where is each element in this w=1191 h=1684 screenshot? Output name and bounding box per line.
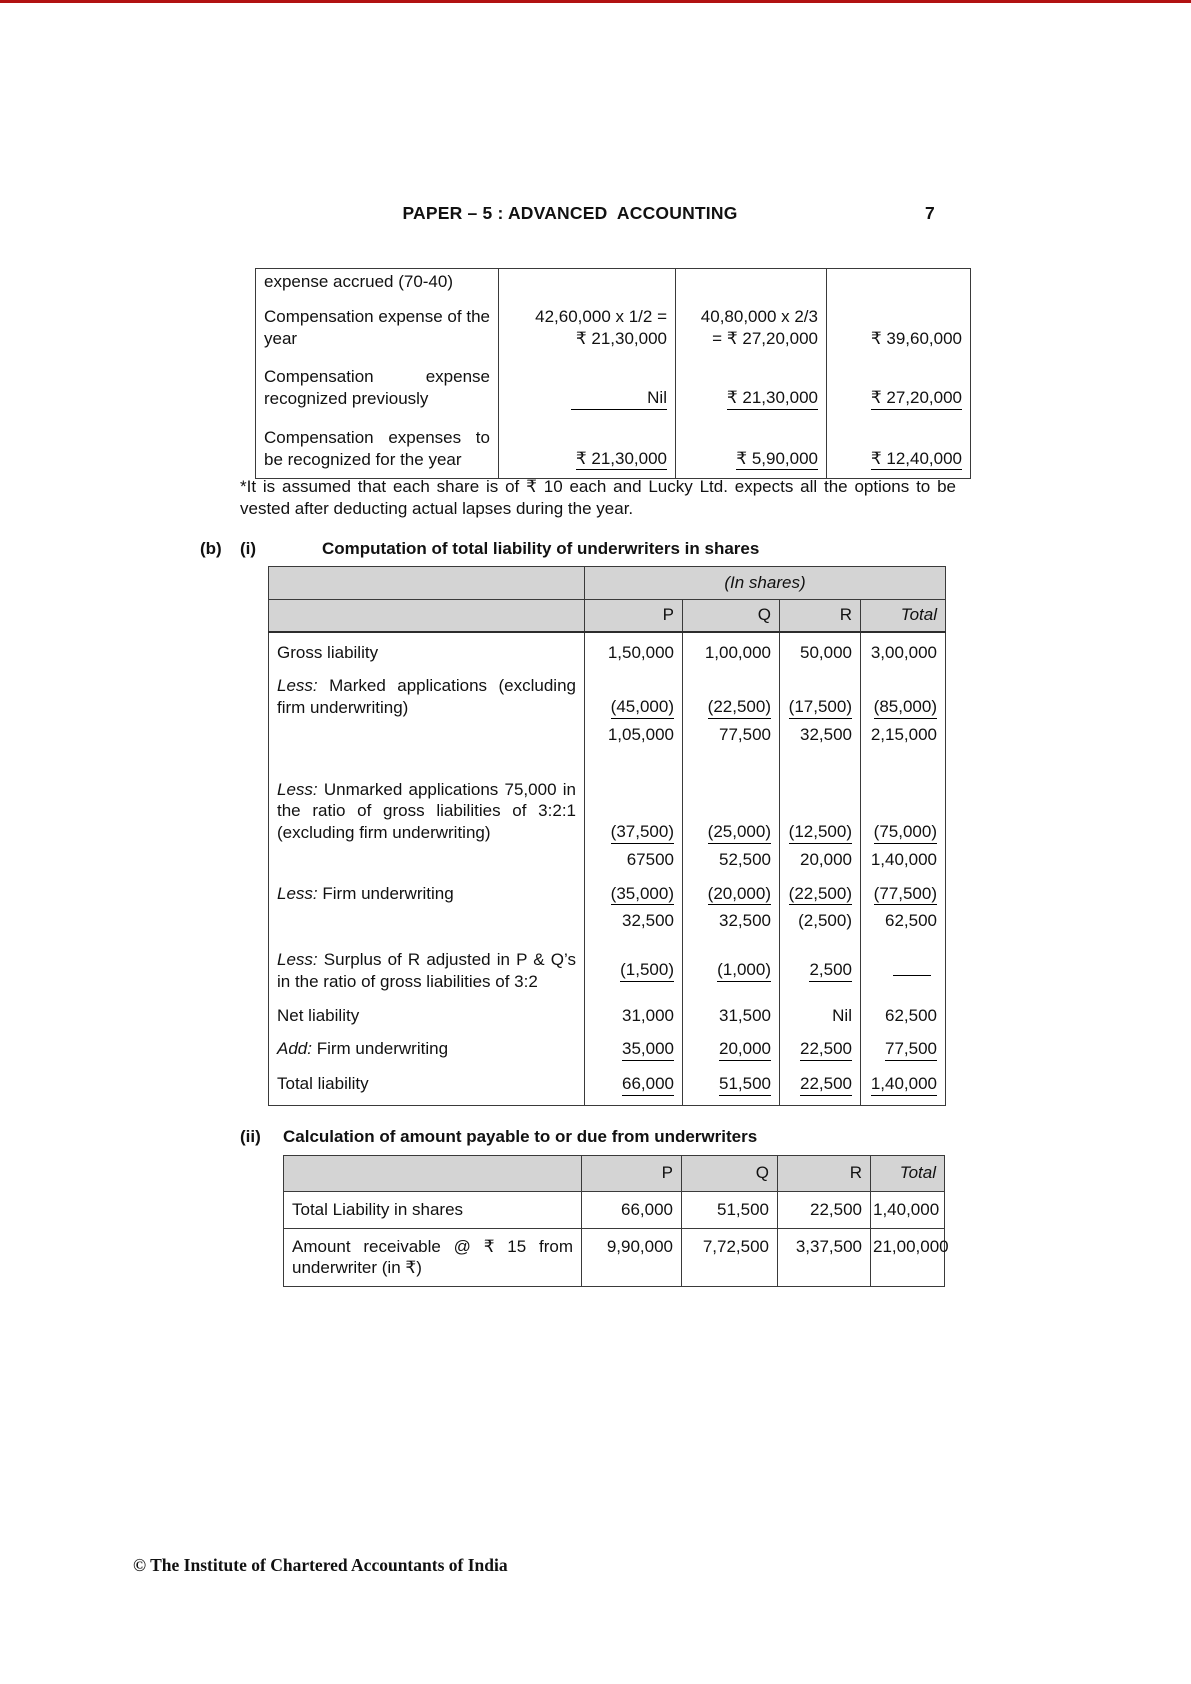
row-label: Less: Unmarked applications 75,000 in the ratio of gross liabilities of 3:2:1 (excluding firm underwriting): [277, 779, 576, 842]
section-b-i-heading: [200, 538, 759, 560]
cell-value: Nil: [780, 996, 861, 1030]
table-row: [256, 352, 971, 413]
footer-copyright: © The Institute of Chartered Accountants of India: [133, 1555, 508, 1575]
section-ii-label: (ii): [240, 1127, 261, 1146]
cell-value: 1,40,000: [861, 847, 946, 874]
page-top-edge: [0, 0, 1191, 3]
row-label: Gross liability: [277, 642, 379, 662]
section-ii-heading: [240, 1126, 757, 1148]
cell-blank-underline: [861, 935, 946, 996]
cell-value: 32,500: [683, 908, 780, 935]
cell-value: ₹ 39,60,000: [827, 296, 971, 353]
cell-value: 67500: [585, 847, 683, 874]
page-number: 7: [925, 203, 935, 223]
cell-value: 1,40,000: [861, 1064, 946, 1105]
cell-value: 22,500: [780, 1029, 861, 1064]
cell-value: 1,00,000: [683, 632, 780, 667]
cell-value: 77,500: [683, 722, 780, 749]
cell-value: (45,000): [585, 666, 683, 722]
table-row: [269, 847, 946, 874]
footnote: *It is assumed that each share is of ₹ 10 each and Lucky Ltd. expects all the options to be vested after deducting actual lapses during the year.: [240, 477, 956, 519]
col-header-total: Total: [871, 1156, 945, 1192]
row-label: Compensation expenses to be recognized for the year: [264, 427, 490, 469]
cell-value: 31,000: [585, 996, 683, 1030]
col-header-p: P: [585, 599, 683, 631]
cell-value: 52,500: [683, 847, 780, 874]
cell-value: 2,15,000: [861, 722, 946, 749]
cell-value: 62,500: [861, 908, 946, 935]
cell-value: 7,72,500: [682, 1228, 778, 1287]
section-ii-title: Calculation of amount payable to or due from underwriters: [283, 1127, 758, 1146]
table-row: [269, 666, 946, 722]
cell-value: ₹ 21,30,000: [676, 352, 827, 413]
column-header-row: [269, 599, 946, 631]
row-label: Less: Firm underwriting: [277, 883, 454, 903]
cell-value: 66,000: [582, 1191, 682, 1228]
group-header: (In shares): [585, 567, 946, 600]
table-row: [269, 1029, 946, 1064]
cell-value: 1,50,000: [585, 632, 683, 667]
cell-value: 22,500: [778, 1191, 871, 1228]
row-label: Less: Marked applications (excluding firm underwriting): [277, 676, 576, 717]
cell-value: 20,000: [683, 1029, 780, 1064]
cell-value: 2,500: [780, 935, 861, 996]
compensation-expense-table: [255, 268, 971, 479]
table-row: [256, 413, 971, 479]
cell-value: (1,000): [683, 935, 780, 996]
underwriters-liability-table: [268, 566, 946, 1106]
group-header-row: [269, 567, 946, 600]
row-label: Net liability: [277, 1005, 360, 1025]
cell-value: 51,500: [683, 1064, 780, 1105]
cell-value: 31,500: [683, 996, 780, 1030]
row-label: Add: Firm underwriting: [277, 1039, 449, 1059]
table-row: [269, 996, 946, 1030]
cell-value: 9,90,000: [582, 1228, 682, 1287]
cell-value: 50,000: [780, 632, 861, 667]
cell-value: ₹ 27,20,000: [827, 352, 971, 413]
table-row: [284, 1228, 945, 1287]
cell-value: (37,500): [585, 749, 683, 847]
row-label: expense accrued (70-40): [264, 272, 454, 291]
table-row: [269, 749, 946, 847]
cell-value: (77,500): [861, 874, 946, 909]
cell-value: 66,000: [585, 1064, 683, 1105]
row-label: Total liability: [277, 1074, 369, 1093]
cell-value: 1,40,000: [871, 1191, 945, 1228]
cell-value: (17,500): [780, 666, 861, 722]
cell-value: 21,00,000: [871, 1228, 945, 1287]
cell-value: 77,500: [861, 1029, 946, 1064]
cell-value: ₹ 5,90,000: [676, 413, 827, 479]
cell-value: (85,000): [861, 666, 946, 722]
cell-value: (22,500): [780, 874, 861, 909]
cell-value: (1,500): [585, 935, 683, 996]
section-i-title: Computation of total liability of underwriters in shares: [322, 539, 760, 558]
cell-value: 51,500: [682, 1191, 778, 1228]
table-row: [269, 632, 946, 667]
cell-value: (25,000): [683, 749, 780, 847]
cell-value: (2,500): [780, 908, 861, 935]
cell-value: 32,500: [585, 908, 683, 935]
table-row: [256, 296, 971, 353]
cell-value: (22,500): [683, 666, 780, 722]
row-label: Amount receivable @ ₹ 15 from underwriter (in ₹): [284, 1228, 582, 1287]
table-row: [269, 1064, 946, 1105]
cell-value: 22,500: [780, 1064, 861, 1105]
cell-value: 62,500: [861, 996, 946, 1030]
cell-value: 20,000: [780, 847, 861, 874]
cell-value: (20,000): [683, 874, 780, 909]
cell-value: 40,80,000 x 2/3 = ₹ 27,20,000: [676, 296, 827, 353]
cell-value: (12,500): [780, 749, 861, 847]
table-row: [269, 722, 946, 749]
amount-payable-table: [283, 1155, 949, 1287]
row-label: Total Liability in shares: [284, 1191, 582, 1228]
row-label: Compensation expense recognized previously: [264, 367, 490, 408]
cell-value: (75,000): [861, 749, 946, 847]
column-header-row: [284, 1156, 945, 1192]
cell-value: 42,60,000 x 1/2 = ₹ 21,30,000: [499, 296, 676, 353]
col-header-r: R: [778, 1156, 871, 1192]
col-header-r: R: [780, 599, 861, 631]
col-header-total: Total: [861, 599, 946, 631]
col-header-p: P: [582, 1156, 682, 1192]
cell-value: 1,05,000: [585, 722, 683, 749]
cell-value: Nil: [499, 352, 676, 413]
section-b-label: (b): [200, 539, 222, 558]
table-row: [284, 1191, 945, 1228]
cell-value: 35,000: [585, 1029, 683, 1064]
cell-value: 3,37,500: [778, 1228, 871, 1287]
cell-value: ₹ 12,40,000: [827, 413, 971, 479]
cell-value: ₹ 21,30,000: [499, 413, 676, 479]
row-label: Less: Surplus of R adjusted in P & Q’s in the ratio of gross liabilities of 3:2: [277, 950, 576, 991]
table-row: [269, 935, 946, 996]
cell-value: 3,00,000: [861, 632, 946, 667]
table-row: [269, 908, 946, 935]
col-header-q: Q: [682, 1156, 778, 1192]
table-row: [256, 269, 971, 296]
page-title: PAPER – 5 : ADVANCED ACCOUNTING: [402, 203, 738, 223]
row-label: Compensation expense of the year: [264, 306, 490, 348]
cell-value: (35,000): [585, 874, 683, 909]
col-header-q: Q: [683, 599, 780, 631]
cell-value: 32,500: [780, 722, 861, 749]
section-i-label: (i): [240, 539, 257, 558]
table-row: [269, 874, 946, 909]
